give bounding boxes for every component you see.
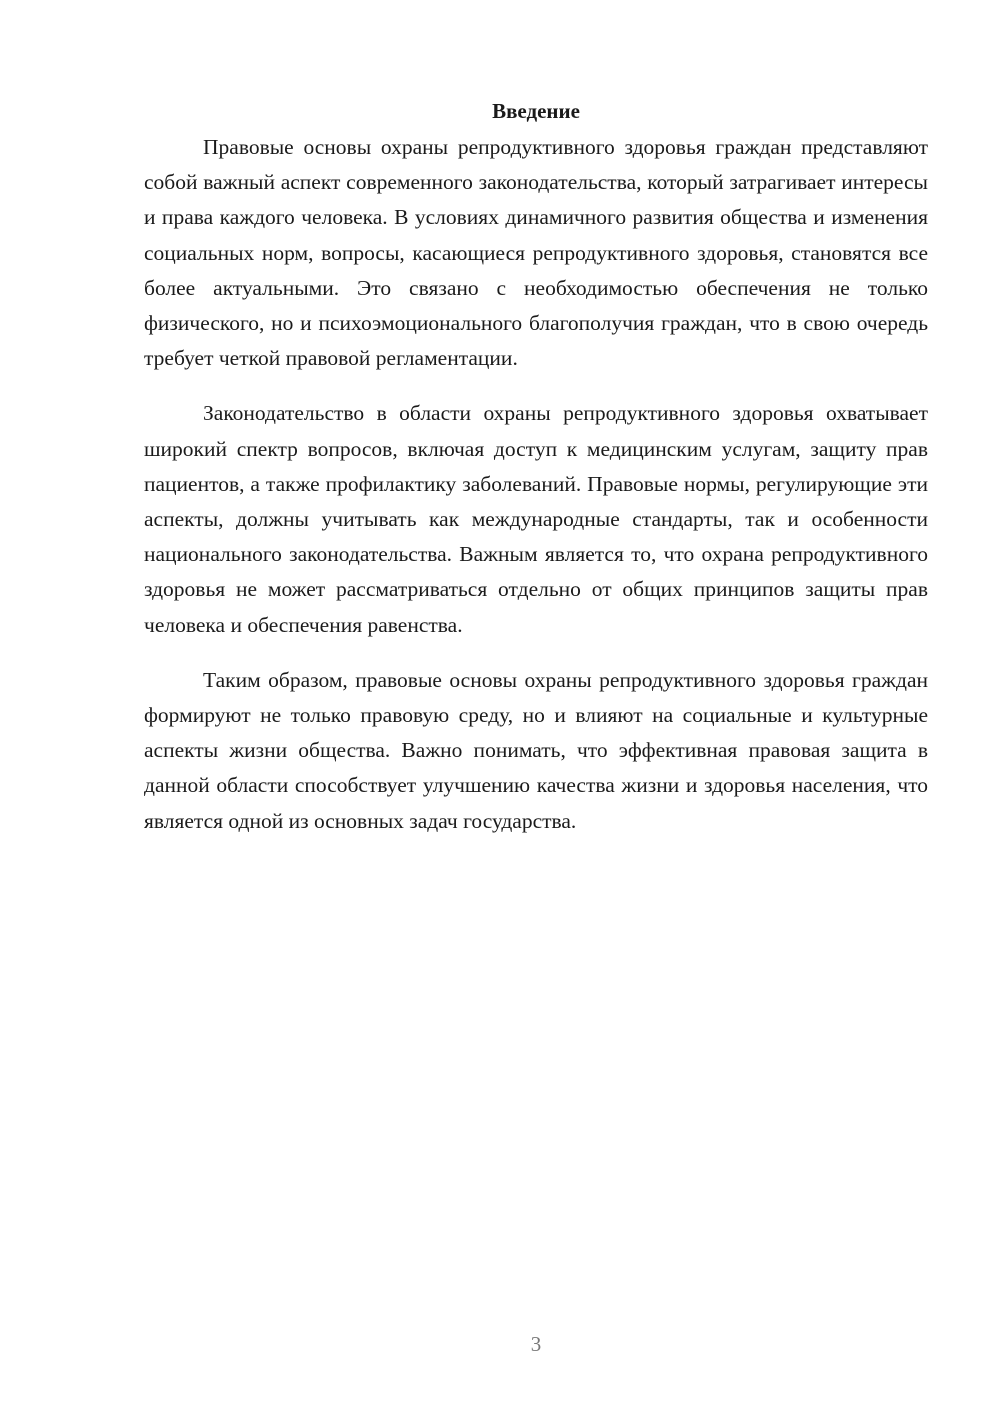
paragraph-3: Таким образом, правовые основы охраны репродуктивного здоровья граждан формируют не только правовую среду, но и влияют на социальные и культурные аспекты жизни общества. Важно понимать, что эффективная правовая защита в данной области способствует улучшению качества жизни и здоровья населения, что является одной из основных задач государства.	[144, 667, 928, 833]
page-content	[144, 96, 928, 839]
page-number: 3	[530, 1332, 542, 1356]
section-title: Введение	[492, 99, 580, 123]
paragraph-2: Законодательство в области охраны репродуктивного здоровья охватывает широкий спектр вопросов, включая доступ к медицинским услугам, защиту прав пациентов, а также профилактику заболеваний. Правовые нормы, регулирующие эти аспекты, должны учитывать как международные стандарты, так и особенности национального законодательства. Важным является то, что охрана репродуктивного здоровья не может рассматриваться отдельно от общих принципов защиты прав человека и обеспечения равенства.	[144, 401, 928, 637]
paragraph-1: Правовые основы охраны репродуктивного здоровья граждан представляют собой важный аспект современного законодательства, который затрагивает интересы и права каждого человека. В условиях динамичного развития общества и изменения социальных норм, вопросы, касающиеся репродуктивного здоровья, становятся все более актуальными. Это связано с необходимостью обеспечения не только физического, но и психоэмоционального благополучия граждан, что в свою очередь требует четкой правовой регламентации.	[144, 135, 928, 371]
